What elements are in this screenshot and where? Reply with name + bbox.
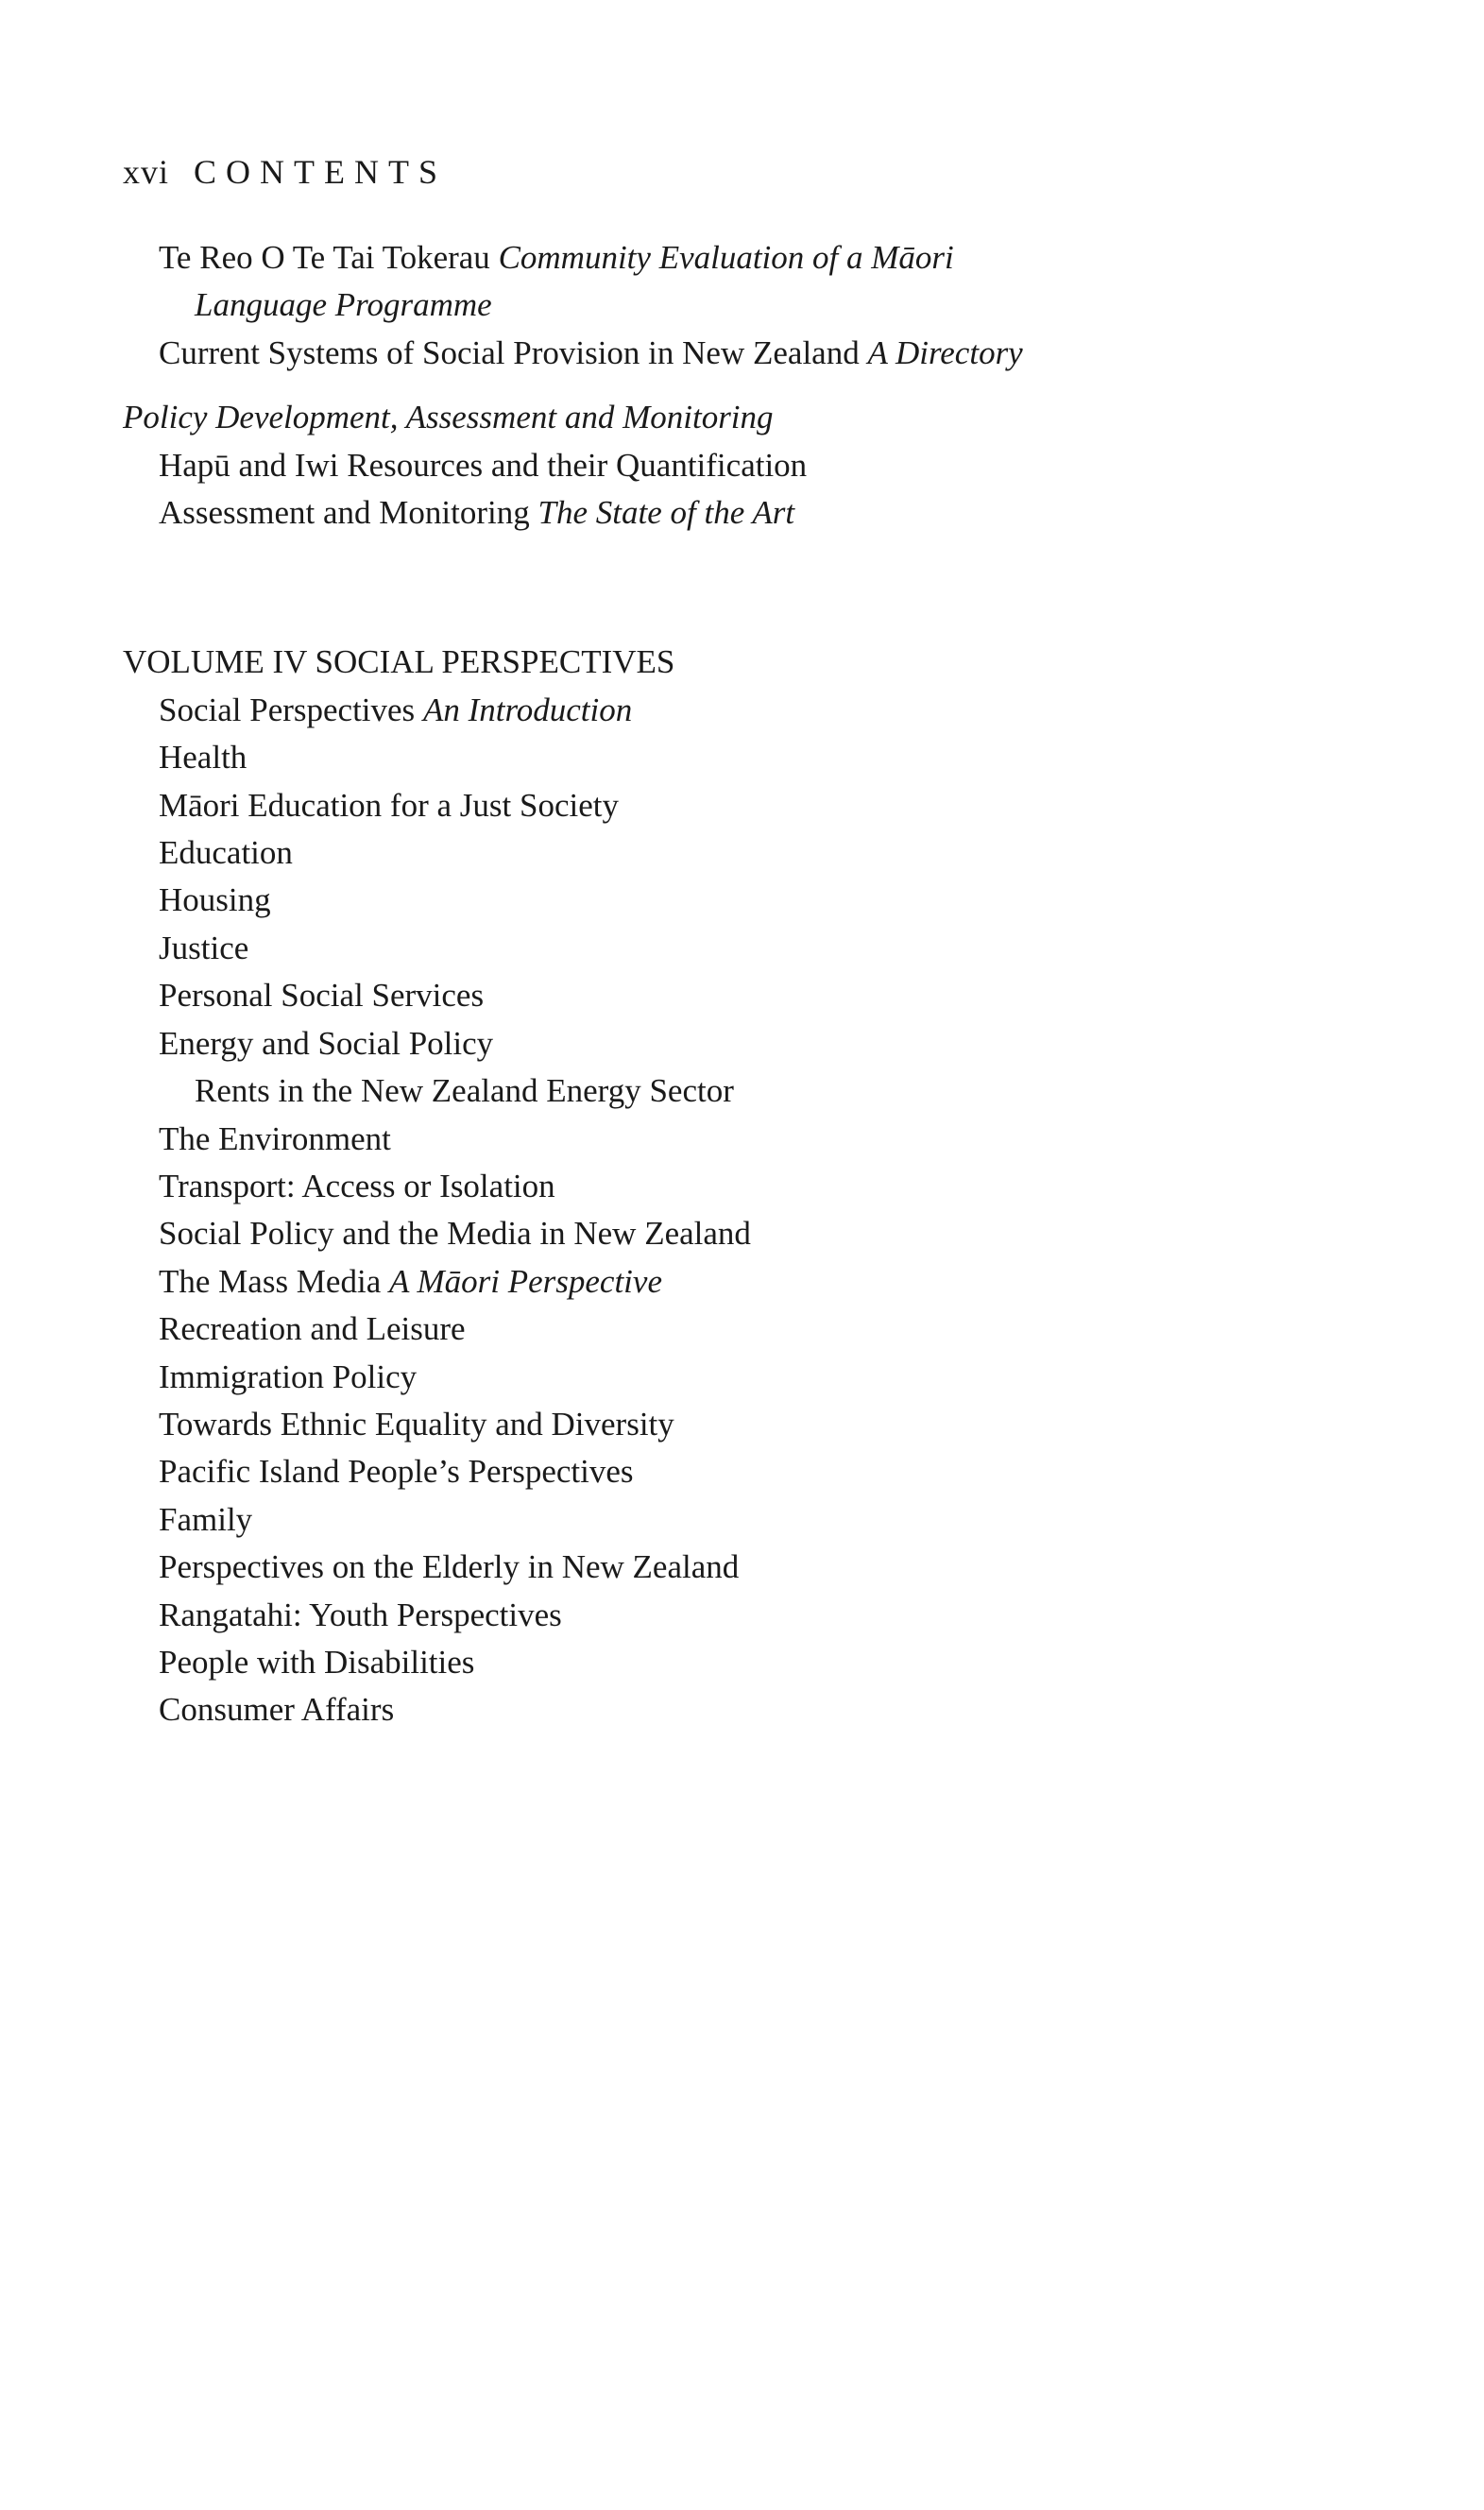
toc-entry: Recreation and Leisure: [159, 1310, 466, 1348]
toc-subentry: Rents in the New Zealand Energy Sector: [195, 1072, 734, 1110]
toc-entry-assessment: [123, 489, 1370, 537]
toc-entry: Pacific Island People’s Perspectives: [159, 1453, 634, 1491]
toc-entry-subtitle: A Māori Perspective: [388, 1262, 662, 1300]
toc-entry: Housing: [159, 881, 271, 919]
spacer: [123, 537, 1370, 639]
toc-entry-title: Hapū and Iwi Resources and their Quantification: [159, 446, 808, 484]
toc-entry-title: Current Systems of Social Provision in New Zealand: [159, 333, 860, 371]
toc-entry-te-reo: [123, 234, 1370, 282]
toc-entry-subtitle: Community Evaluation of a Māori: [498, 239, 954, 276]
table-of-contents: [123, 234, 1370, 1734]
toc-entry-subtitle: The State of the Art: [537, 494, 795, 532]
toc-entry: [123, 1258, 1370, 1306]
toc-entry: Immigration Policy: [159, 1357, 418, 1395]
toc-entry: Personal Social Services: [159, 977, 485, 1015]
toc-entry-hapu-iwi: [123, 442, 1370, 489]
toc-entry: Social Policy and the Media in New Zealand: [159, 1215, 751, 1253]
page-title: CONTENTS: [194, 153, 448, 191]
toc-entry: Towards Ethnic Equality and Diversity: [159, 1405, 674, 1443]
running-head: [123, 149, 447, 195]
toc-entry: Justice: [159, 929, 249, 966]
toc-entry: Consumer Affairs: [159, 1691, 395, 1729]
toc-entry-te-reo-continuation: [123, 282, 1370, 329]
toc-entry: Energy and Social Policy: [159, 1024, 494, 1062]
spacer: [123, 377, 1370, 394]
section-heading-policy: Policy Development, Assessment and Monitoring: [123, 399, 774, 436]
toc-entry-title: The Mass Media: [159, 1262, 382, 1300]
toc-entry: Health: [159, 739, 247, 777]
toc-entry: Family: [159, 1500, 253, 1538]
toc-entry: Transport: Access or Isolation: [159, 1167, 555, 1204]
toc-entry: [123, 687, 1370, 734]
toc-entry-current-systems: [123, 330, 1370, 377]
toc-entry-title: Social Perspectives: [159, 691, 416, 728]
toc-entry-title: Te Reo O Te Tai Tokerau: [159, 239, 490, 276]
toc-entry-subtitle: An Introduction: [422, 691, 633, 728]
toc-entry: Māori Education for a Just Society: [159, 786, 619, 824]
toc-entry: People with Disabilities: [159, 1643, 475, 1681]
toc-entry-subtitle: Language Programme: [195, 286, 492, 324]
toc-entry: Education: [159, 834, 293, 872]
page-number: xvi: [123, 153, 170, 191]
toc-entry-title: Assessment and Monitoring: [159, 494, 530, 532]
toc-entry: Perspectives on the Elderly in New Zealand: [159, 1548, 740, 1586]
toc-entry-subtitle: A Directory: [867, 333, 1023, 371]
toc-entry: Rangatahi: Youth Perspectives: [159, 1596, 562, 1633]
toc-entry: The Environment: [159, 1119, 391, 1157]
volume-heading: VOLUME IV SOCIAL PERSPECTIVES: [123, 643, 675, 681]
